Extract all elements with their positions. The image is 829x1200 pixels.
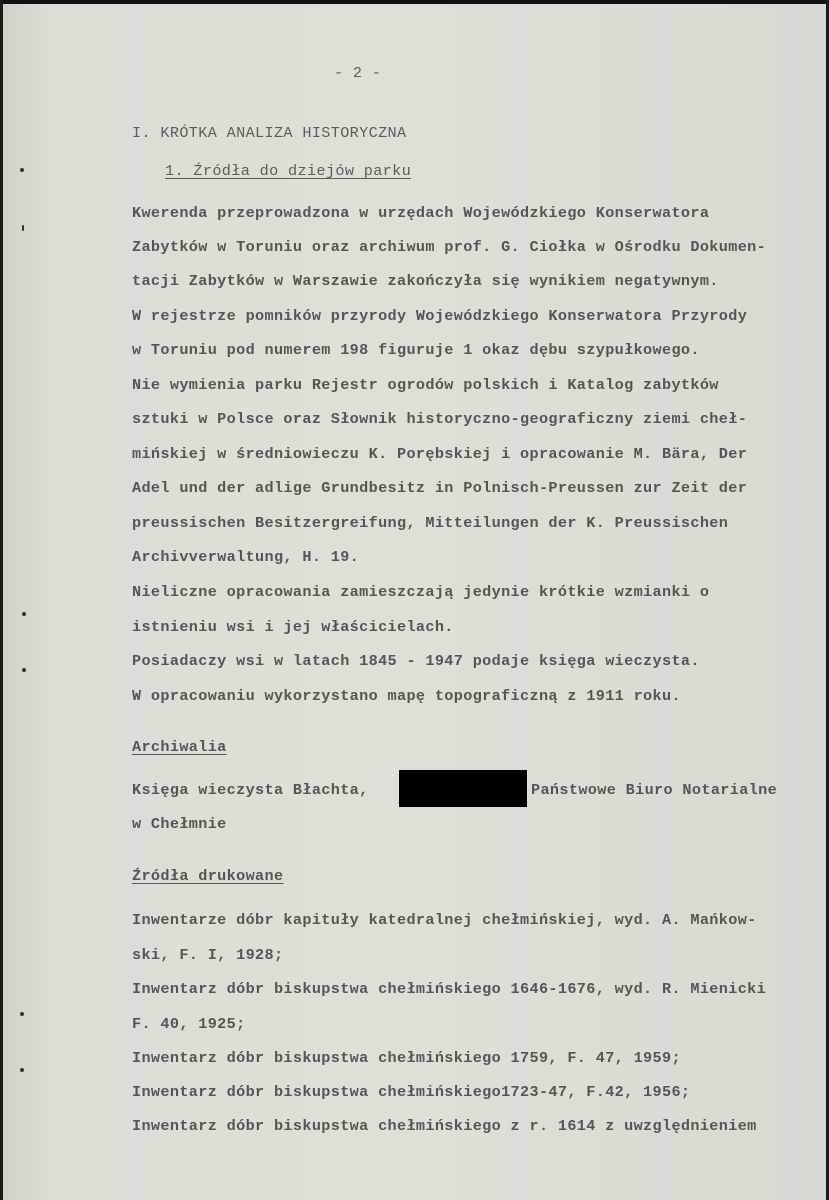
paragraph-line: tacji Zabytków w Warszawie zakończyła się wynikiem negatywnym. bbox=[132, 272, 719, 290]
source-line: Inwentarz dóbr biskupstwa chełmińskiego 1759, F. 47, 1959; bbox=[132, 1049, 681, 1067]
section-heading: I. KRÓTKA ANALIZA HISTORYCZNA bbox=[132, 124, 407, 142]
paragraph-line: istnieniu wsi i jej właścicielach. bbox=[132, 618, 454, 636]
source-line: Inwentarze dóbr kapituły katedralnej chełmińskiej, wyd. A. Mańkow- bbox=[132, 911, 757, 929]
source-line: F. 40, 1925; bbox=[132, 1015, 246, 1033]
paragraph-line: mińskiej w średniowieczu K. Porębskiej i opracowanie M. Bära, Der bbox=[132, 445, 748, 463]
zrodla-heading: Źródła drukowane bbox=[132, 867, 284, 885]
scan-mark bbox=[22, 225, 24, 231]
paragraph-line: Posiadaczy wsi w latach 1845 - 1947 podaje księga wieczysta. bbox=[132, 652, 700, 670]
scan-mark bbox=[20, 1012, 24, 1016]
page-number: - 2 - bbox=[334, 64, 382, 82]
paragraph-line: sztuki w Polsce oraz Słownik historyczno-geograficzny ziemi cheł- bbox=[132, 410, 748, 428]
source-line: Inwentarz dóbr biskupstwa chełmińskiego z r. 1614 z uwzględnieniem bbox=[132, 1117, 757, 1135]
paragraph-line: W opracowaniu wykorzystano mapę topograficzną z 1911 roku. bbox=[132, 687, 681, 705]
scan-edge-left bbox=[0, 0, 3, 1200]
paragraph-line: w Toruniu pod numerem 198 figuruje 1 okaz dębu szypułkowego. bbox=[132, 341, 700, 359]
archiwalia-entry-continued: Państwowe Biuro Notarialne bbox=[531, 781, 778, 799]
archiwalia-heading: Archiwalia bbox=[132, 738, 227, 756]
scan-mark bbox=[20, 1068, 24, 1072]
subsection-heading: 1. Źródła do dziejów parku bbox=[165, 162, 412, 180]
redaction-block bbox=[399, 770, 527, 807]
scan-edge-top bbox=[0, 0, 829, 4]
paragraph-line: Nieliczne opracowania zamieszczają jedynie krótkie wzmianki o bbox=[132, 583, 710, 601]
scan-mark bbox=[22, 612, 26, 616]
source-line: Inwentarz dóbr biskupstwa chełmińskiego1723-47, F.42, 1956; bbox=[132, 1083, 691, 1101]
paragraph-line: Archivverwaltung, H. 19. bbox=[132, 548, 360, 566]
scan-mark bbox=[22, 668, 26, 672]
paragraph-line: Adel und der adlige Grundbesitz in Polnisch-Preussen zur Zeit der bbox=[132, 479, 748, 497]
paragraph-line: W rejestrze pomników przyrody Wojewódzkiego Konserwatora Przyrody bbox=[132, 307, 748, 325]
source-line: ski, F. I, 1928; bbox=[132, 946, 284, 964]
archiwalia-entry-line2: w Chełmnie bbox=[132, 815, 227, 833]
paragraph-line: Nie wymienia parku Rejestr ogrodów polskich i Katalog zabytków bbox=[132, 376, 719, 394]
source-line: Inwentarz dóbr biskupstwa chełmińskiego 1646-1676, wyd. R. Mienicki bbox=[132, 980, 767, 998]
paragraph-line: Zabytków w Toruniu oraz archiwum prof. G. Ciołka w Ośrodku Dokumen- bbox=[132, 238, 767, 256]
archiwalia-entry: Księga wieczysta Błachta, bbox=[132, 781, 369, 799]
paragraph-line: preussischen Besitzergreifung, Mitteilungen der K. Preussischen bbox=[132, 514, 729, 532]
paragraph-line: Kwerenda przeprowadzona w urzędach Wojewódzkiego Konserwatora bbox=[132, 204, 710, 222]
scan-mark bbox=[20, 168, 24, 172]
